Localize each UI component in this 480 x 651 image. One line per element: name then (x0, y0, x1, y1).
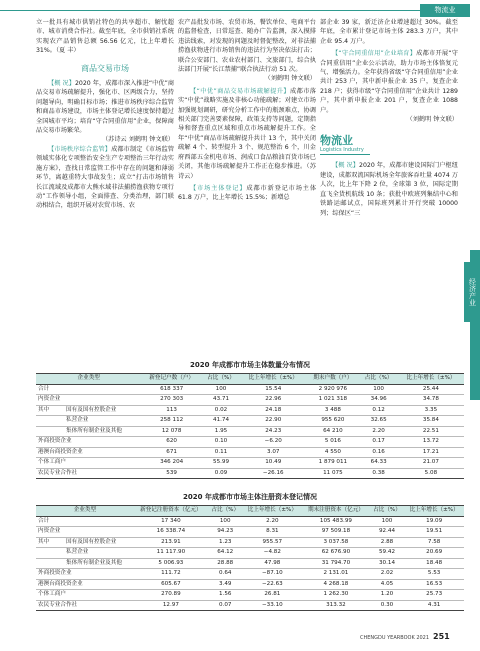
table-row (36, 447, 464, 458)
table-cell: 22.51 (398, 426, 464, 437)
table-cell: 105 483.99 (302, 516, 370, 527)
section-subtitle: Logistics Industry (320, 147, 370, 155)
table-cell: 20.69 (404, 548, 464, 559)
table-cell: 111.72 (134, 569, 208, 580)
text-column-3 (320, 18, 458, 218)
paragraph: 【“守合同重信用”企业培育】成都市开展“守合同重信用”企业公示活动，助力市场主体恪复元气、增强活力。全年获得省级“守合同重信用”企业共计 253 户，其中新申报企业 35 户，复查企业 218 户；获得市级“守合同重信用”企业共计 1289 户，其中新申报企业 201 户，复查企业 1088 户。 (320, 50, 458, 114)
section-title: 物流业 (320, 134, 353, 148)
table-cell: 22.90 (240, 416, 306, 427)
table-cell: 270.89 (134, 590, 208, 601)
table-cell: 16 338.74 (134, 527, 208, 538)
table-cell: 34.78 (398, 395, 464, 406)
table-cell: 34.96 (359, 395, 397, 406)
table-cell: 618 337 (141, 384, 201, 395)
table-cell: 955.57 (243, 537, 303, 548)
author-credit: （刘鹤明 钟文联） (264, 75, 316, 83)
table-cell: 2.20 (243, 516, 303, 527)
page-footer (360, 632, 450, 643)
table-row (36, 426, 464, 437)
row-category (36, 426, 64, 437)
table-cell: 0.30 (370, 600, 405, 611)
table-row (36, 395, 464, 406)
table-cell: 2.88 (370, 537, 405, 548)
table-cell: 100 (370, 516, 405, 527)
table-cell: 258 112 (141, 416, 201, 427)
table-row (36, 458, 464, 469)
table-cell: 11 117.90 (134, 548, 208, 559)
table-cell: 3 488 (306, 405, 359, 416)
author-credit: （苏诗云 刘鹤明 钟文联） (102, 136, 174, 144)
table-cell: 25.73 (404, 590, 464, 601)
table-cell: 17 340 (134, 516, 208, 527)
table-cell: 2.20 (359, 426, 397, 437)
table-cell: 346 204 (141, 458, 201, 469)
table-cell: 94.23 (208, 527, 243, 538)
row-category: 个体工商户 (36, 590, 134, 601)
table-cell: 35.84 (398, 416, 464, 427)
row-category (36, 548, 64, 559)
table-cell: 5 006.93 (134, 558, 208, 569)
table-row (36, 579, 464, 590)
row-category: 外商投资企业 (36, 569, 134, 580)
table-header-cell: 新登记户数（户） (141, 374, 201, 385)
table-cell: 4.05 (370, 579, 405, 590)
table-cell: 15.54 (240, 384, 306, 395)
table-cell: 0.64 (208, 569, 243, 580)
table-header-cell: 企业类型 (36, 374, 141, 385)
table-cell: 5.08 (398, 468, 464, 479)
page-number: 251 (433, 632, 450, 641)
paragraph: 部企业 39 家，新迁济企业增速超过 30%。截至年底，全市累计登记市场主体 283.3 万户，其中企业 95.4 万户。 (320, 19, 458, 45)
table-cell: 0.09 (202, 468, 240, 479)
table-header-row (36, 374, 464, 385)
row-category: 合计 (36, 384, 141, 395)
table-cell: 1 021 318 (306, 395, 359, 406)
row-subcategory: 集体所有制企业及其他 (64, 426, 141, 437)
row-category: 内资企业 (36, 395, 141, 406)
row-subcategory: 私营企业 (64, 416, 141, 427)
table-cell: 64.33 (359, 458, 397, 469)
table-cell: 1 879 011 (306, 458, 359, 469)
table-cell: 21.07 (398, 458, 464, 469)
row-subcategory: 国有及国有控股企业 (64, 537, 134, 548)
table-cell: 92.44 (370, 527, 405, 538)
row-category: 其中 (36, 537, 64, 548)
table-cell: 1.95 (202, 426, 240, 437)
paragraph: 【市场主体登记】成都市新登记市场主体 61.8 万户，比上年增长 15.5%；新增总 (178, 184, 317, 202)
table-cell: 3 037.58 (302, 537, 370, 548)
table-cell: 5 016 (306, 437, 359, 448)
table-cell: 1.56 (208, 590, 243, 601)
paragraph: 立一批具有城市供销社特色的共享超市、解忧超市、城市消费合作社。截至年底，全市供销社系统实现农产品销售总额 56.56 亿元，比上年增长 31%。（夏 丰） (36, 19, 174, 55)
row-subcategory: 国有及国有控股企业 (64, 405, 141, 416)
table-cell: 26.81 (243, 590, 303, 601)
row-category: 内资企业 (36, 527, 134, 538)
paragraph: 【“中优”商品交易市场疏解提升】成都市落实“中优”战略实施及非核心功能疏解；对建立市场加强规划调研，研究分析工作中的瓶颈难点，协调相关部门完善要素保障，政策支持等问题，定期指导和督查重点区域和重点市场疏解提升工作。全年“中优”商品市场疏解提升共计 13 个，其中关闭疏解 4 个、转型提升 3 个、规范整治 6 个，川金府西部五金机电市场、润成口食品粮油百货市场已关闭，其他市场疏解提升工作正在稳步推进。（苏诗云） (178, 87, 316, 180)
table-cell: 19.51 (404, 527, 464, 538)
row-category (36, 416, 64, 427)
table-header-cell: 比上年增长（±%） (243, 506, 303, 517)
table-header-cell: 企业类型 (36, 506, 134, 517)
side-section-tab: 经济产业 (464, 262, 480, 322)
table-cell: 30.14 (370, 558, 405, 569)
table-cell: 3.07 (240, 447, 306, 458)
table-cell: 0.12 (359, 405, 397, 416)
table-cell: 17.21 (398, 447, 464, 458)
table-cell: 0.17 (359, 437, 397, 448)
table-cell: −87.10 (243, 569, 303, 580)
table-cell: 1.23 (208, 537, 243, 548)
table-cell: 4.31 (404, 600, 464, 611)
text-column-2 (178, 18, 316, 203)
table-cell: 100 (359, 384, 397, 395)
table-cell: −6.20 (240, 437, 306, 448)
paragraph: 【概 况】2020 年，成都市建设国际门户枢纽建设，成都双流国际机场全年旅客吞吐量 4074 万人次，比上年下降 2 位，全球第 3 位，国际定期直飞全货机航线 10 条；获批中欧班列集结中心和铁路运邮试点，国际班列累计开行突破 10000 列；综保区“三 (320, 162, 458, 217)
table-cell: 1.20 (370, 590, 405, 601)
row-category: 农民专业合作社 (36, 600, 134, 611)
row-subcategory: 私营企业 (64, 548, 134, 559)
table-cell: 24.18 (240, 405, 306, 416)
row-subcategory: 集体所有制企业及其他 (64, 558, 134, 569)
author-credit: （刘鹤明 钟文联） (406, 116, 458, 124)
table-cell: 4 550 (306, 447, 359, 458)
table-cell: 19.09 (404, 516, 464, 527)
table-cell: 10.49 (240, 458, 306, 469)
header-section-tab: 物流业 (420, 4, 470, 17)
row-category: 个体工商户 (36, 458, 141, 469)
table-cell: 62 676.90 (302, 548, 370, 559)
table-header-cell: 新登记注册资本（亿元） (134, 506, 208, 517)
table-row (36, 416, 464, 427)
table-cell: 24.23 (240, 426, 306, 437)
table-cell: 213.91 (134, 537, 208, 548)
table-header-cell: 比上年增长（±%） (398, 374, 464, 385)
table-cell: 11 075 (306, 468, 359, 479)
data-table-2 (36, 505, 464, 611)
table-cell: 55.99 (202, 458, 240, 469)
table-cell: −26.16 (240, 468, 306, 479)
table-header-cell: 占比（%） (202, 374, 240, 385)
table-cell: 0.02 (202, 405, 240, 416)
row-category: 农民专业合作社 (36, 468, 141, 479)
table-header-cell: 期末注册资本（亿元） (302, 506, 370, 517)
table-cell: −22.63 (243, 579, 303, 590)
paragraph: 【市场秩序综合监管】成都市制定《市场监管领域实体化专项整治安全生产专项整治三年行动实施方案》，查找日常监管工作中存在的问题和薄弱环节，离越重特大事故发生；成立“打击市场销售长江流域及成都市大熊水域非法捕捞渔获物专项行动”工作领导小组，全面排查、分类治理，部门联动相结合，组织开展对农贸市场、农 (36, 145, 175, 210)
row-category: 港澳台商投资企业 (36, 579, 134, 590)
table-cell: 2.02 (370, 569, 405, 580)
table-cell: 22.96 (240, 395, 306, 406)
table-cell: 3.49 (208, 579, 243, 590)
table-header-cell: 占比（%） (370, 506, 405, 517)
table-header-cell: 占比（%） (359, 374, 397, 385)
table-row (36, 527, 464, 538)
table-title: 2020 年成都市市场主体数量分布情况 (190, 361, 310, 369)
section-heading (320, 134, 458, 155)
table-row (36, 569, 464, 580)
table-cell: 671 (141, 447, 201, 458)
table-row (36, 590, 464, 601)
table-row (36, 516, 464, 527)
table-row (36, 384, 464, 395)
footer-text: CHENGDU YEARBOOK 2021 (360, 635, 430, 641)
table-header-cell: 比上年增长（±%） (404, 506, 464, 517)
table-cell: 100 (208, 516, 243, 527)
table-cell: 313.32 (302, 600, 370, 611)
table-cell: 8.31 (243, 527, 303, 538)
table-cell: 605.67 (134, 579, 208, 590)
table-cell: 113 (141, 405, 201, 416)
table-header-cell: 占比（%） (208, 506, 243, 517)
paragraph: 农产品批发市场、农贸市场、餐饮单位、电商平台的监督检查，日常巡查、随办广告监测，深入摸排违法线索，对发现的问题及时督促整改，对非法捕捞渔获物进行市场销售的违法行为坚决依法打击；联合公安部门、农业农村部门、文旅部门，综合执法部门开展“长江禁捕”联合执法行动 51 次。 (178, 19, 316, 74)
table-cell: 955 620 (306, 416, 359, 427)
row-category: 港澳台商投资企业 (36, 447, 141, 458)
paragraph: 【概 况】2020 年，成都市深入推进“中优”商品交易市场疏解提升，强化市、区两级合力，坚持问题导向，明确目标市场；推进市场秩序综合监管和商品市场建设，市场主体登记增长速度保持超过全国城市平均；培育“守合同重信用”企业，保障商品交易市场繁荣。 (36, 80, 175, 135)
table-cell: 3.35 (398, 405, 464, 416)
table-cell: 31 794.70 (302, 558, 370, 569)
table-cell: 0.11 (202, 447, 240, 458)
table-cell: 28.88 (208, 558, 243, 569)
table-row (36, 537, 464, 548)
text-column-1 (36, 18, 174, 211)
table-cell: 2 920 976 (306, 384, 359, 395)
table-row (36, 468, 464, 479)
table-row (36, 558, 464, 569)
table-header-row (36, 506, 464, 517)
table-cell: 7.58 (404, 537, 464, 548)
table-cell: 47.98 (243, 558, 303, 569)
table-cell: 4 268.18 (302, 579, 370, 590)
table-cell: 16.53 (404, 579, 464, 590)
header-rule (0, 10, 470, 11)
table-cell: 64.12 (208, 548, 243, 559)
table-header-cell: 比上年增长（±%） (240, 374, 306, 385)
row-category: 其中 (36, 405, 64, 416)
data-table-1 (36, 373, 464, 479)
table-cell: −33.10 (243, 600, 303, 611)
table-cell: 5.53 (404, 569, 464, 580)
table-cell: 0.07 (208, 600, 243, 611)
subsection-heading: 商品交易市场 (81, 63, 129, 73)
table-cell: 2 131.01 (302, 569, 370, 580)
table-cell: 97 509.18 (302, 527, 370, 538)
table-cell: 620 (141, 437, 201, 448)
table-cell: 43.71 (202, 395, 240, 406)
table-cell: 0.38 (359, 468, 397, 479)
table-cell: 270 303 (141, 395, 201, 406)
table-cell: 100 (202, 384, 240, 395)
table-row (36, 405, 464, 416)
table-cell: 539 (141, 468, 201, 479)
table-cell: 64 210 (306, 426, 359, 437)
table-cell: 41.74 (202, 416, 240, 427)
table-row (36, 437, 464, 448)
table-header-cell: 期末户数（户） (306, 374, 359, 385)
table-cell: 13.72 (398, 437, 464, 448)
row-category: 合计 (36, 516, 134, 527)
table-title: 2020 年成都市市场主体注册资本登记情况 (183, 493, 317, 501)
table-cell: 0.16 (359, 447, 397, 458)
row-category (36, 558, 64, 569)
table-cell: 32.65 (359, 416, 397, 427)
table-cell: 18.48 (404, 558, 464, 569)
table-cell: 0.10 (202, 437, 240, 448)
table-cell: 12.97 (134, 600, 208, 611)
table-row (36, 600, 464, 611)
table-cell: 1 262.30 (302, 590, 370, 601)
table-cell: 12 078 (141, 426, 201, 437)
table-cell: −4.82 (243, 548, 303, 559)
table-row (36, 548, 464, 559)
table-cell: 25.44 (398, 384, 464, 395)
row-category: 外商投资企业 (36, 437, 141, 448)
table-cell: 59.42 (370, 548, 405, 559)
